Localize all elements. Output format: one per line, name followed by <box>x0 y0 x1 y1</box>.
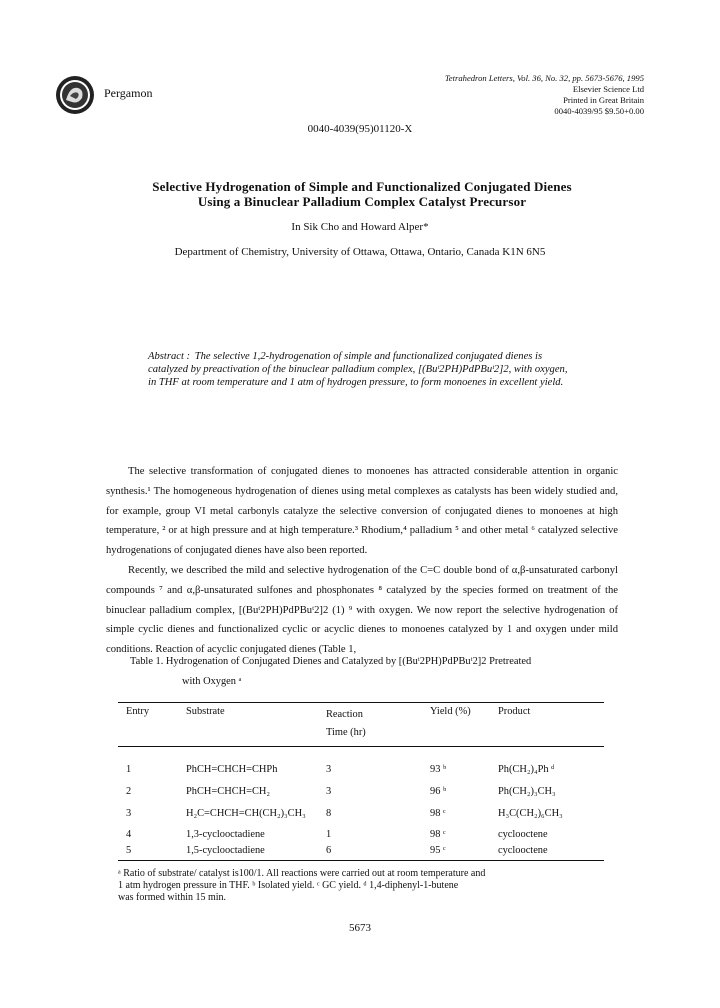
table-caption <box>130 652 600 692</box>
cell-yield: 93 ᵇ <box>430 764 447 775</box>
header-yield: Yield (%) <box>430 706 471 717</box>
table-row <box>118 845 604 865</box>
publisher-name: Pergamon <box>104 86 153 100</box>
body-text <box>106 462 618 660</box>
cell-product: cyclooctene <box>498 829 548 840</box>
table-row <box>118 808 604 828</box>
table-caption-line-2: with Oxygen ᵃ <box>182 676 242 687</box>
abstract-lead: Abstract : <box>148 351 191 362</box>
pergamon-logo-icon <box>54 74 96 116</box>
cell-time: 6 <box>326 845 332 856</box>
table-row <box>118 786 604 806</box>
cell-yield: 98 ᶜ <box>430 829 446 840</box>
title-line-1: Selective Hydrogenation of Simple and Functionalized Conjugated Dienes <box>152 179 572 194</box>
cell-substrate: PhCH=CHCH=CH₂ <box>186 786 271 797</box>
table-header-row <box>118 706 604 738</box>
table-header-rule <box>118 746 604 747</box>
paragraph-2: Recently, we described the mild and selective hydrogenation of the C=C double bond of α,β-unsaturated carbonyl compounds ⁷ and α,β-unsaturated sulfones and phosphonates ⁸ catalyzed by the species formed on treatment of the binuclear palladium complex, [(Buᵗ2PH)PdPBuᵗ2]2 (1) ⁹ with oxygen. We now report the selective hydrogenation of simple cyclic dienes and functionalized cyclic or acyclic dienes to monoenes catalyzed by 1 and oxygen under mild conditions. Reaction of acyclic conjugated dienes (Table 1, <box>106 564 618 656</box>
cell-time: 1 <box>326 829 332 840</box>
header-time-line-1: Reaction <box>326 709 363 720</box>
table-bottom-rule <box>118 860 604 861</box>
cell-entry: 5 <box>126 845 132 856</box>
paragraph-1: The selective transformation of conjugated dienes to monoenes has attracted considerable attention in organic synthesis.¹ The homogeneous hydrogenation of dienes using metal complexes as catalysts has been widely studied and, for example, group VI metal carbonyls catalyze the selective conversion of conjugated dienes to monoenes at high temperature, ² or at high pressure and at high temperature.³ Rhodium,⁴ palladium ⁵ and other metal ⁶ catalyzed selective hydrogenations of conjugated dienes have also been reported. <box>106 466 618 557</box>
cell-yield: 98 ᶜ <box>430 808 446 819</box>
title-line-2: Using a Binuclear Palladium Complex Catalyst Precursor <box>197 194 527 209</box>
table-caption-line-1: Table 1. Hydrogenation of Conjugated Dienes and Catalyzed by [(Buᵗ2PH)PdPBuᵗ2]2 Pretreated <box>130 656 532 667</box>
publisher-line: Elsevier Science Ltd <box>572 84 644 94</box>
doi-code: 0040-4039(95)01120-X <box>307 123 413 135</box>
cell-time: 3 <box>326 786 332 797</box>
cell-yield: 96 ᵇ <box>430 786 447 797</box>
affiliation: Department of Chemistry, University of Ottawa, Ottawa, Ontario, Canada K1N 6N5 <box>174 246 546 258</box>
footnote-line-1: ᵃ Ratio of substrate/ catalyst is100/1. All reactions were carried out at room temperature and <box>118 868 486 879</box>
article-title <box>70 179 654 209</box>
abstract <box>148 350 578 389</box>
cell-product: Ph(CH₂)₄Ph ᵈ <box>498 764 555 775</box>
header-time <box>326 706 366 742</box>
abstract-text: The selective 1,2-hydrogenation of simple and functionalized conjugated dienes is catalyzed by preactivation of the binuclear palladium complex, [(Buᵗ2PH)PdPBuᵗ2]2, with oxygen, in THF at room temperature and 1 atm of hydrogen pressure, to form monoenes in excellent yield. <box>148 351 568 388</box>
header-time-line-2: Time (hr) <box>326 727 366 738</box>
cell-entry: 3 <box>126 808 132 819</box>
cell-substrate: 1,3-cyclooctadiene <box>186 829 265 840</box>
cell-entry: 1 <box>126 764 132 775</box>
table-row <box>118 764 604 784</box>
cell-product: H₃C(CH₂)₆CH₃ <box>498 808 563 819</box>
issn-price: 0040-4039/95 $9.50+0.00 <box>554 106 644 116</box>
header-substrate: Substrate <box>186 706 225 717</box>
cell-time: 8 <box>326 808 332 819</box>
printed-in: Printed in Great Britain <box>563 95 644 105</box>
cell-product: cyclooctene <box>498 845 548 856</box>
header-product: Product <box>498 706 531 717</box>
journal-citation: Tetrahedron Letters, Vol. 36, No. 32, pp. 5673-5676, 1995 <box>444 73 644 83</box>
footnote-line-3: was formed within 15 min. <box>118 892 227 903</box>
cell-entry: 2 <box>126 786 132 797</box>
journal-citation-block <box>445 73 644 117</box>
cell-time: 3 <box>326 764 332 775</box>
cell-product: Ph(CH₂)₃CH₃ <box>498 786 556 797</box>
cell-yield: 95 ᶜ <box>430 845 446 856</box>
cell-substrate: H₂C=CHCH=CH(CH₂)₃CH₃ <box>186 808 306 819</box>
authors: In Sik Cho and Howard Alper* <box>291 221 429 233</box>
cell-substrate: PhCH=CHCH=CHPh <box>186 764 278 775</box>
table-footnotes <box>118 868 598 904</box>
table-top-rule <box>118 702 604 703</box>
page-number: 5673 <box>349 922 371 934</box>
header-entry: Entry <box>126 706 150 717</box>
footnote-line-2: 1 atm hydrogen pressure in THF. ᵇ Isolated yield. ᶜ GC yield. ᵈ 1,4-diphenyl-1-butene <box>118 880 459 891</box>
cell-entry: 4 <box>126 829 132 840</box>
cell-substrate: 1,5-cyclooctadiene <box>186 845 265 856</box>
